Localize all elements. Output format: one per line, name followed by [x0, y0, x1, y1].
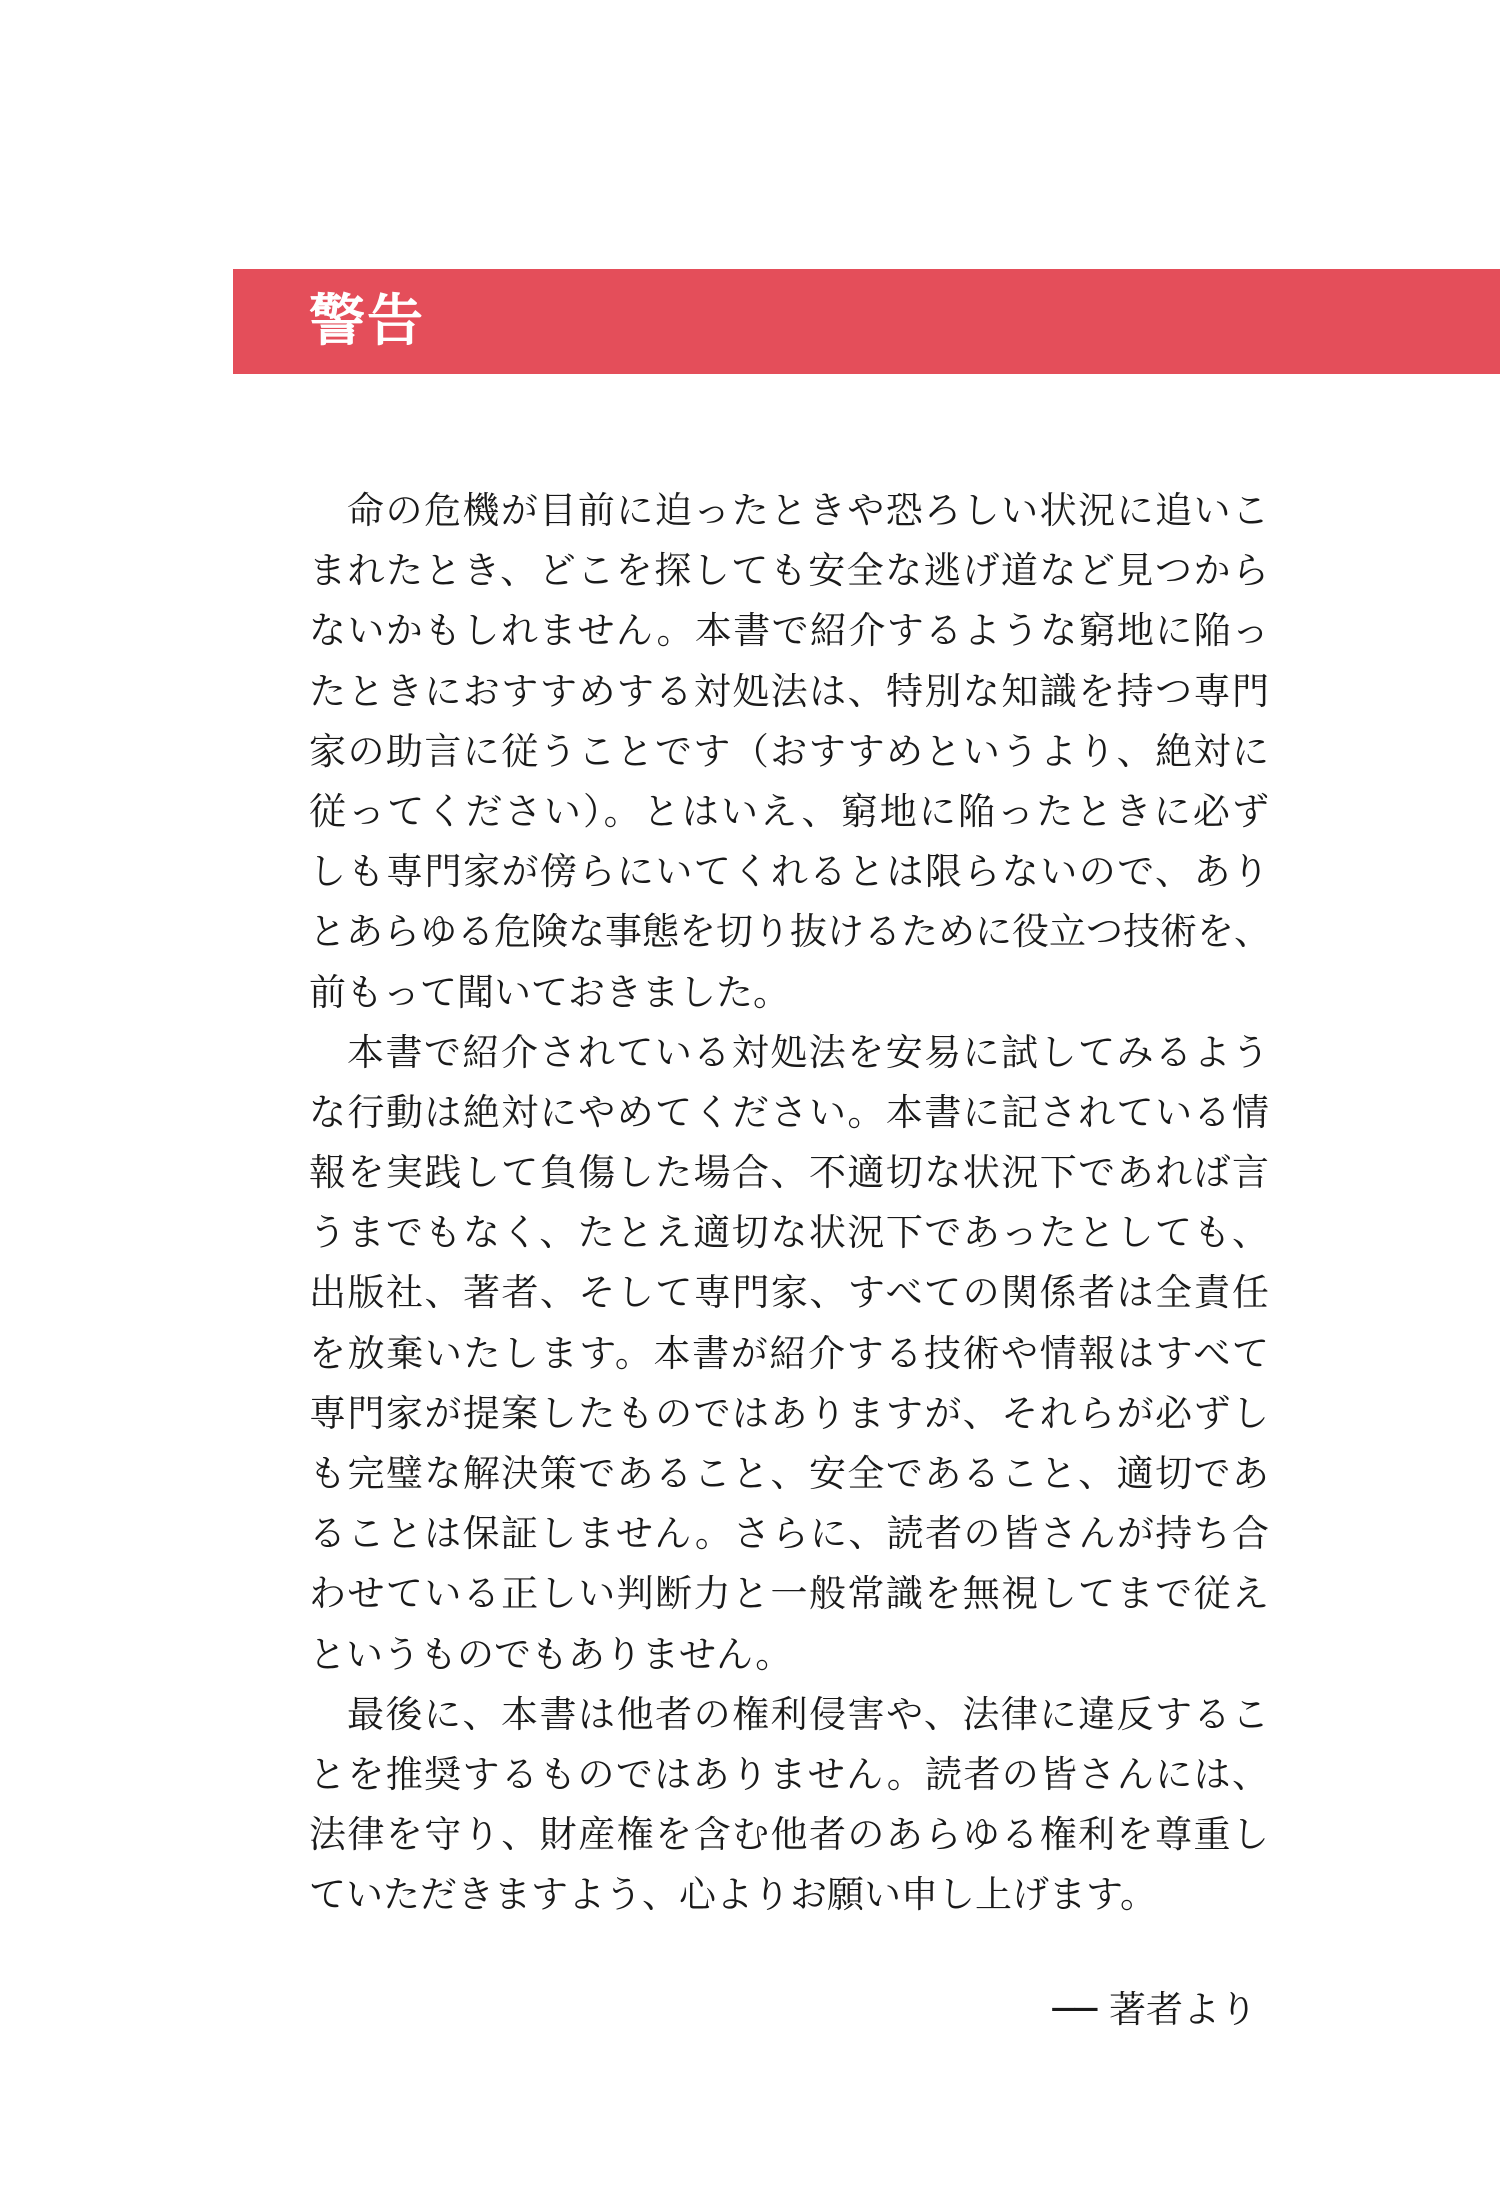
- paragraph-2-line-6: を放棄いたします。本書が紹介する技術や情報はすべて: [309, 1331, 1269, 1375]
- paragraph-3-line-2: とを推奨するものではありません。読者の皆さんには、: [309, 1752, 1269, 1796]
- paragraph-3-line-1: 最後に、本書は他者の権利侵害や、法律に違反するこ: [347, 1692, 1269, 1736]
- paragraph-1-line-4: たときにおすすめする対処法は、特別な知識を持つ専門: [309, 669, 1269, 713]
- paragraph-2-line-3: 報を実践して負傷した場合、不適切な状況下であれば言: [309, 1151, 1269, 1195]
- paragraph-2-line-10: わせている正しい判断力と一般常識を無視してまで従え: [309, 1572, 1269, 1616]
- author-signature: ── 著者より: [1052, 1988, 1257, 2031]
- warning-body: [309, 481, 1269, 1926]
- paragraph-2-line-8: も完璧な解決策であること、安全であること、適切であ: [309, 1452, 1269, 1495]
- paragraph-1-line-6: 従ってください）。とはいえ、窮地に陥ったときに必ず: [309, 789, 1269, 833]
- paragraph-1-line-9: 前もって聞いておきました。: [309, 970, 790, 1014]
- paragraph-2-line-2: な行動は絶対にやめてください。本書に記されている情: [309, 1090, 1269, 1134]
- paragraph-2-line-9: ることは保証しません。さらに、読者の皆さんが持ち合: [309, 1512, 1269, 1556]
- paragraph-2-line-11: というものでもありません。: [309, 1632, 793, 1676]
- paragraph-1-line-8: とあらゆる危険な事態を切り抜けるために役立つ技術を、: [309, 910, 1271, 954]
- paragraph-1-line-1: 命の危機が目前に迫ったときや恐ろしい状況に追いこ: [347, 489, 1269, 532]
- paragraph-2-line-5: 出版社、著者、そして専門家、すべての関係者は全責任: [309, 1271, 1269, 1315]
- page-title: 警告: [309, 289, 425, 354]
- paragraph-1-line-7: しも専門家が傍らにいてくれるとは限らないので、あり: [309, 850, 1269, 894]
- paragraph-1-line-3: ないかもしれません。本書で紹介するような窮地に陥っ: [309, 609, 1269, 653]
- paragraph-2-line-4: うまでもなく、たとえ適切な状況下であったとしても、: [309, 1211, 1269, 1255]
- paragraph-3-line-4: ていただきますよう、心よりお願い申し上げます。: [309, 1873, 1158, 1917]
- paragraph-3-line-3: 法律を守り、財産権を含む他者のあらゆる権利を尊重し: [309, 1813, 1269, 1857]
- paragraph-1-line-2: まれたとき、どこを探しても安全な逃げ道など見つから: [309, 549, 1269, 593]
- paragraph-2-line-1: 本書で紹介されている対処法を安易に試してみるよう: [347, 1030, 1269, 1074]
- paragraph-2-line-7: 専門家が提案したものではありますが、それらが必ずし: [309, 1391, 1269, 1435]
- warning-banner: [233, 269, 1500, 374]
- paragraph-1-line-5: 家の助言に従うことです（おすすめというより、絶対に: [309, 729, 1269, 773]
